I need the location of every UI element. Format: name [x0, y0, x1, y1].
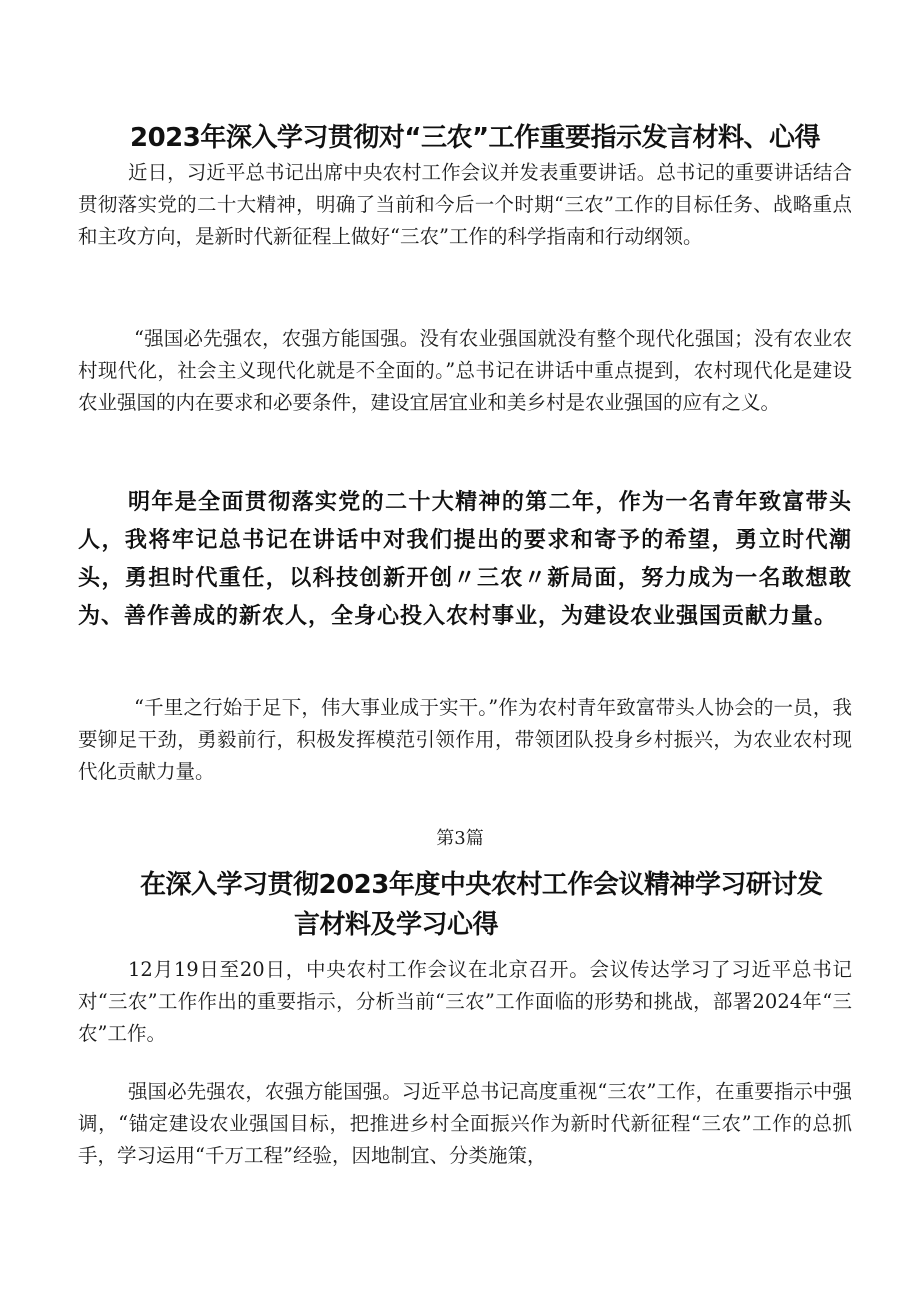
document-title-2-line1: 在深入学习贯彻2023年度中央农村工作会议精神学习研讨发 — [140, 870, 823, 900]
paragraph-4: “千里之行始于足下，伟大事业成于实干。”作为农村青年致富带头人协会的一员，我要铆足干劲，勇毅前行，积极发挥模范引领作用，带领团队投身乡村振兴，为农业农村现代化贡献力量。 — [78, 696, 852, 783]
paragraph-2: “强国必先强农，农强方能国强。没有农业强国就没有整个现代化强国；没有农业农村现代化，社会主义现代化就是不全面的。”总书记在讲话中重点提到，农村现代化是建设农业强国的内在要求和必要条件，建设宜居宜业和美乡村是农业强国的应有之义。 — [78, 327, 852, 414]
paragraph-5: 12月19日至20日，中央农村工作会议在北京召开。会议传达学习了习近平总书记对“三农”工作作出的重要指示，分析当前“三农”工作面临的形势和挑战，部署2024年“三农”工作。 — [78, 958, 852, 1045]
document-title-1: 2023年深入学习贯彻对“三农”工作重要指示发言材料、心得 — [130, 123, 821, 153]
paragraph-3-bold: 明年是全面贯彻落实党的二十大精神的第二年，作为一名青年致富带头人，我将牢记总书记在讲话中对我们提出的要求和寄予的希望，勇立时代潮头，勇担时代重任，以科技创新开创〃三农〃新局面，努力成为一名敢想敢为、善作善成的新农人，全身心投入农村事业，为建设农业强国贡献力量。 — [78, 490, 852, 629]
document-title-2-line2: 言材料及学习心得 — [294, 910, 499, 940]
section-label: 第3篇 — [436, 828, 484, 849]
paragraph-1: 近日，习近平总书记出席中央农村工作会议并发表重要讲话。总书记的重要讲话结合贯彻落实党的二十大精神，明确了当前和今后一个时期“三农”工作的目标任务、战略重点和主攻方向，是新时代新征程上做好“三农”工作的科学指南和行动纲领。 — [78, 161, 852, 248]
paragraph-6: 强国必先强农，农强方能国强。习近平总书记高度重视“三农”工作，在重要指示中强调，“锚定建设农业强国目标，把推进乡村全面振兴作为新时代新征程“三农”工作的总抓手，学习运用“千万工程”经验，因地制宜、分类施策， — [78, 1080, 852, 1167]
